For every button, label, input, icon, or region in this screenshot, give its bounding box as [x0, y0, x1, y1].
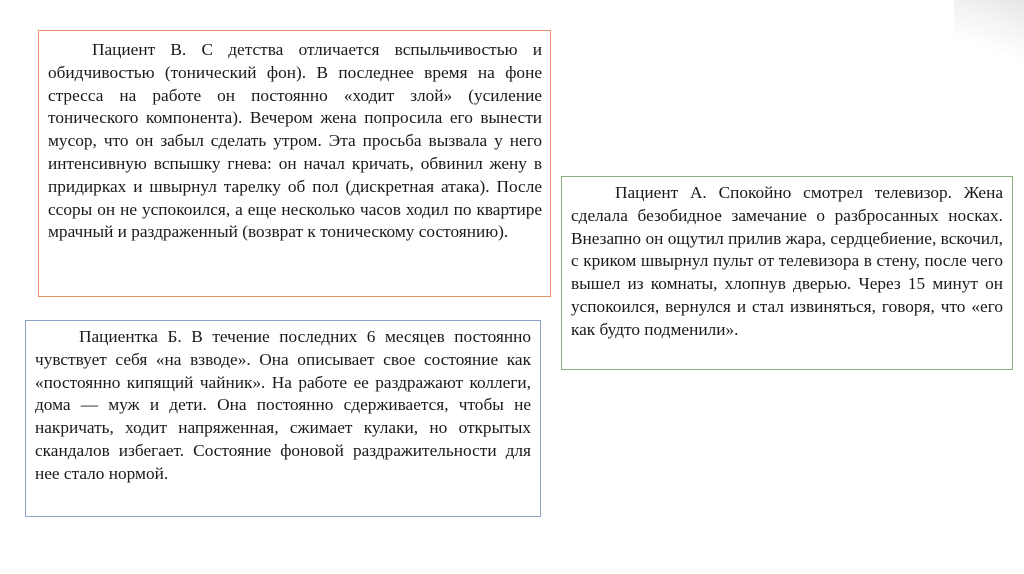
corner-shade	[954, 0, 1024, 60]
case-text-patient-a: Пациент А. Спокойно смотрел телевизор. Жена сделала безобидное замечание о разбросанных носках. Внезапно он ощутил прилив жара, сердцебиение, вскочил, с криком швырнул пульт от телевизора в стену, после чего вышел из комнаты, хлопнув дверью. Через 15 минут он успокоился, вернулся и стал извиняться, говоря, что «его как будто подменили».	[571, 183, 1003, 339]
case-text-patient-v: Пациент В. С детства отличается вспыльчивостью и обидчивостью (тонический фон). В последнее время на фоне стресса на работе он постоянно «ходит злой» (усиление тонического компонента). Вечером жена попросила его вынести мусор, что он забыл сделать утром. Эта просьба вызвала у него интенсивную вспышку гнева: он начал кричать, обвинил жену в придирках и швырнул тарелку об пол (дискретная атака). После ссоры он не успокоился, а еще несколько часов ходил по квартире мрачный и раздраженный (возврат к тоническому состоянию).	[48, 40, 542, 242]
case-card-patient-v	[38, 30, 551, 297]
case-card-patient-a	[561, 176, 1013, 370]
case-card-patient-b	[25, 320, 541, 517]
case-text-patient-b: Пациентка Б. В течение последних 6 месяцев постоянно чувствует себя «на взводе». Она описывает свое состояние как «постоянно кипящий чайник». На работе ее раздражают коллеги, дома — муж и дети. Она постоянно сдерживается, чтобы не накричать, ходит напряженная, сжимает кулаки, но открытых скандалов избегает. Состояние фоновой раздражительности для нее стало нормой.	[35, 327, 531, 483]
